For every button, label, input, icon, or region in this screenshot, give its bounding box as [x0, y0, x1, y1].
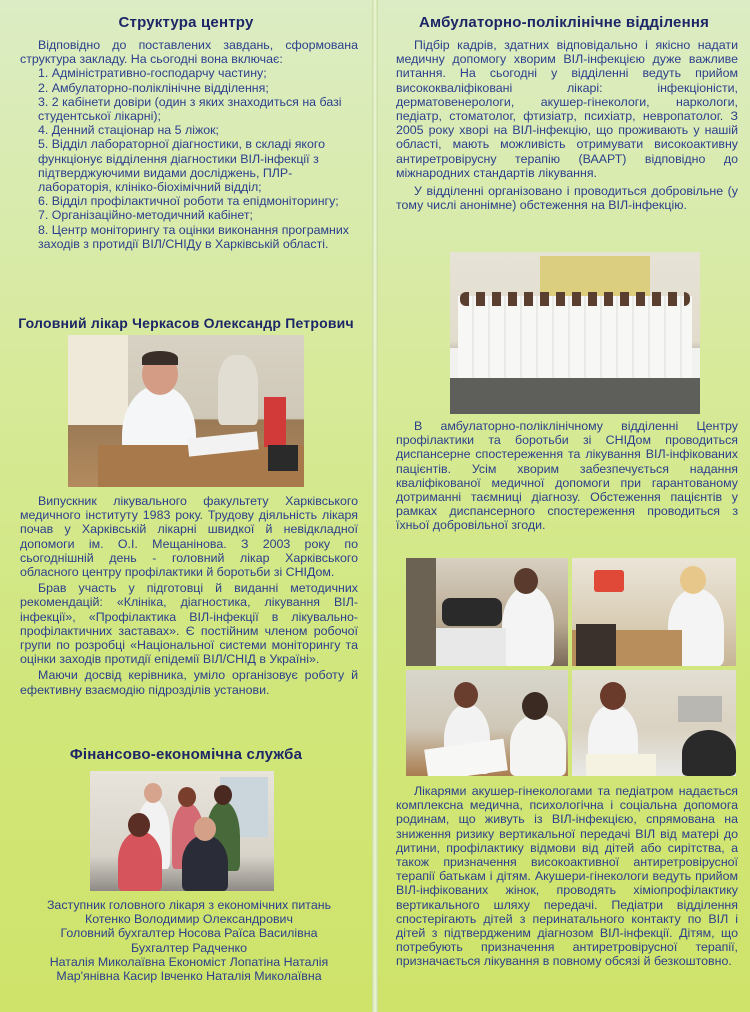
finance-staff-line: Головний бухгалтер Носова Раїса Василівна	[60, 926, 318, 941]
finance-team-photo	[90, 771, 274, 891]
consultation-photo-4	[572, 670, 736, 776]
finance-staff-line: Заступник головного лікаря з економічних питань	[46, 898, 332, 912]
structure-item: 4. Денний стаціонар на 5 ліжок;	[38, 123, 219, 138]
chief-leadership: Маючи досвід керівника, умілo організовує роботу й ефективну взаємодію підрозділів установи.	[20, 668, 358, 697]
outpatient-family-section	[396, 784, 738, 969]
outpatient-p4: Лікарями акушер-гінекологами та педіатром надається комплексна медична, психологічна і соціальна допомога родинам, що живуть із ВІЛ-інфекцією, спрямована на зниження ризику вертикальної передачі ВІЛ від матері до дитини, профілактику відмови від дітей або сирітства, а також призначення високоактивної антиретровірусної терапії батькам і дітям. Акушери-гінекологи ведуть прийом ВІЛ-інфікованих жінок, проводять хіміопрофілактику вертикального шляху передачі. Педіатри відділення спостерігають дітей з перинатального контакту по ВІЛ і дітей з підтвердженим діагнозом ВІЛ-інфекції. Дітям, що потребують призначення антиретровірусної терапії, призначається лікування в повному обсязі й безкоштовно.	[396, 784, 738, 969]
chief-doctor-photo	[68, 335, 304, 487]
structure-item: 5. Відділ лабораторної діагностики, в складі якого функціонує відділення діагностики ВІЛ-інфекції з підтверджуючими видами досліджень, ПЛР-лабораторія, клініко-біохімічний відділ;	[38, 137, 326, 195]
structure-item: 6. Відділ профілактичної роботи та епідмоніторингу;	[38, 194, 339, 209]
outpatient-p1: Підбір кадрів, здатних відповідально і якісно надати медичну допомогу хворим ВІЛ-інфекцією дуже важливе питання. На сьогодні у відділенні ведуть прийом висококваліфіковані лікарі: інфекціоністи, дерматовенерологи, акушер-гінекологи, наркологи, педіатр, стоматолог, фтизіатр, психіатр, невропатолог. З 2005 року хворі на ВІЛ-інфекцію, що проживають у нашій області, мають можливість отримувати високоактивну антиретровірусну терапію (ВААРТ) відповідно до міжнародних стандартів лікування.	[396, 38, 738, 180]
structure-intro: Відповідно до поставлених завдань, сформована структура закладу. На сьогодні вона включає:	[20, 38, 358, 67]
structure-list	[20, 66, 358, 251]
chief-work: Брав участь у підготовці й виданні методичних рекомендацій: «Клініка, діагностика, лікування ВІЛ-інфекції», «Профілактика ВІЛ-інфекції в лікувально-профілактичних заставах». Є постійним членом робочої групи по розробці «Національної системи моніторингу та оцінки заходів протидії епідемії ВІЛ/СНІД в Україні».	[20, 581, 358, 667]
left-column	[0, 0, 372, 1012]
consultation-photo-2	[572, 558, 736, 666]
structure-item: 3. 2 кабінети довіри (один з яких знаходиться на базі студентської лікарні);	[38, 94, 342, 124]
structure-title: Структура центру	[118, 14, 254, 31]
finance-title: Фінансово-економічна служба	[69, 746, 303, 763]
structure-item: 2. Амбулаторно-поліклінічне відділення;	[38, 80, 269, 95]
structure-item: 7. Організаційно-методичний кабінет;	[38, 208, 254, 223]
structure-item: 1. Адміністративно-господарчу частину;	[38, 66, 267, 81]
staff-group-photo	[450, 252, 700, 414]
finance-staff-line: Мар'янівна Касир Івченко Наталія Миколаївна	[56, 969, 322, 984]
finance-staff-line: Наталія Миколаївна Економіст Лопатіна Наталія	[49, 954, 329, 969]
structure-item: 8. Центр моніторингу та оцінки виконання програмних заходів з протидії ВІЛ/СНІДу в Харківській області.	[38, 222, 349, 251]
finance-staff-line: Бухгалтер Радченко	[131, 940, 247, 955]
outpatient-title: Амбулаторно-поліклінічне відділення	[418, 14, 710, 31]
finance-staff-line: Котенко Володимир Олександрович	[85, 912, 293, 927]
chief-section	[20, 494, 358, 697]
outpatient-intro-section	[396, 38, 738, 212]
consultation-photo-3	[406, 670, 568, 776]
outpatient-p2: У відділенні організовано і проводиться добровільне (у тому числі анонімне) обстеження на ВІЛ-інфекцію.	[396, 184, 738, 213]
consultation-photo-1	[406, 558, 568, 666]
right-column	[378, 0, 750, 1012]
finance-staff	[14, 898, 364, 983]
chief-title: Головний лікар Черкасов Олександр Петрович	[18, 315, 354, 331]
outpatient-p3: В амбулаторно-поліклінічному відділенні Центру профілактики та боротьби зі СНІДом проводиться диспансерне спостереження та лікування ВІЛ-інфікованих пацієнтів. Усім хворим забезпечується надання кваліфікованої медичної допомоги при гарантованому дотриманні таємниці діагнозу. Обстеження пацієнтів у рамках диспансерного спостереження проводиться з їхньої добровільної згоди.	[396, 419, 738, 533]
structure-section	[20, 38, 358, 251]
chief-bio: Випускник лікувального факультету Харківського медичного інституту 1983 року. Трудову діяльність лікаря почав у Харківській лікарні швидкої й невідкладної допомоги ім. О.І. Мещанінова. З 2003 року по сьогоднішній день - головний лікар Харківського обласного центру профілактики й боротьби зі СНІДом.	[20, 494, 358, 580]
outpatient-dispensary-section	[396, 419, 738, 533]
